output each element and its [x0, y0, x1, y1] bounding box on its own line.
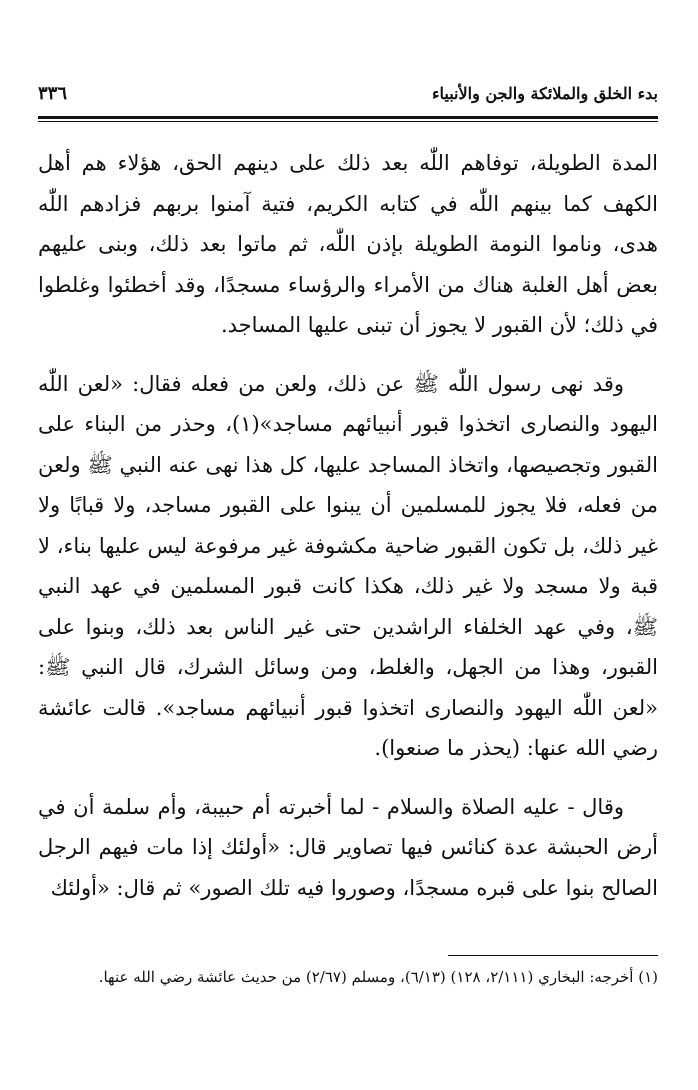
paragraph-3: وقال - عليه الصلاة والسلام - لما أخبرته أم حبيبة، وأم سلمة أن في أرض الحبشة عدة كنائس فيها تصاوير قال: «أولئك إذا مات فيهم الرجل الصالح بنوا على قبره مسجدًا، وصوروا فيه تلك الصور» ثم قال: «أولئك: [38, 794, 658, 900]
paragraph-1: المدة الطويلة، توفاهم اللّٰه بعد ذلك على دينهم الحق، هؤلاء هم أهل الكهف كما بينهم اللّٰه في كتابه الكريم، فتية آمنوا بربهم فزادهم اللّٰه هدى، وناموا النومة الطويلة بإذن اللّٰه، ثم ماتوا بعد ذلك، وبنى عليهم بعض أهل الغلبة هناك من الأمراء والرؤساء مسجدًا، وقد أخطئوا وغلطوا في ذلك؛ لأن القبور لا يجوز أن تبنى عليها المساجد.: [38, 151, 658, 337]
footnote: (١) أخرجه: البخاري (٢/١١١، ١٢٨) (٦/١٣)، ومسلم (٢/٦٧) من حديث عائشة رضي الله عنها.: [98, 968, 658, 986]
running-header: [38, 76, 658, 110]
chapter-title: بدء الخلق والملائكة والجن والأنبياء: [431, 83, 658, 103]
page-number: ٣٣٦: [38, 82, 68, 104]
header-rule: [38, 116, 658, 119]
paragraph-2: وقد نهى رسول اللّٰه ﷺ عن ذلك، ولعن من فعله فقال: «لعن اللّٰه اليهود والنصارى اتخذوا قبور أنبيائهم مساجد»(١)، وحذر من البناء على القبور وتجصيصها، واتخاذ المساجد عليها، كل هذا نهى عنه النبي ﷺ ولعن من فعله، فلا يجوز للمسلمين أن يبنوا على القبور مساجد، ولا قبابًا ولا غير ذلك، بل تكون القبور ضاحية مكشوفة غير مرفوعة ليس عليها بناء، لا قبة ولا مسجد ولا غير ذلك، هكذا كانت قبور المسلمين في عهد النبي ﷺ، وفي عهد الخلفاء الراشدين حتى غير الناس بعد ذلك، وبنوا على القبور، وهذا من الجهل، والغلط، ومن وسائل الشرك، قال النبي ﷺ: «لعن اللّٰه اليهود والنصارى اتخذوا قبور أنبيائهم مساجد». قالت عائشة رضي الله عنها: (يحذر ما صنعوا).: [38, 371, 658, 760]
main-text: [38, 143, 658, 908]
header-rule-thin: [38, 121, 658, 122]
footnote-separator: [448, 955, 658, 956]
